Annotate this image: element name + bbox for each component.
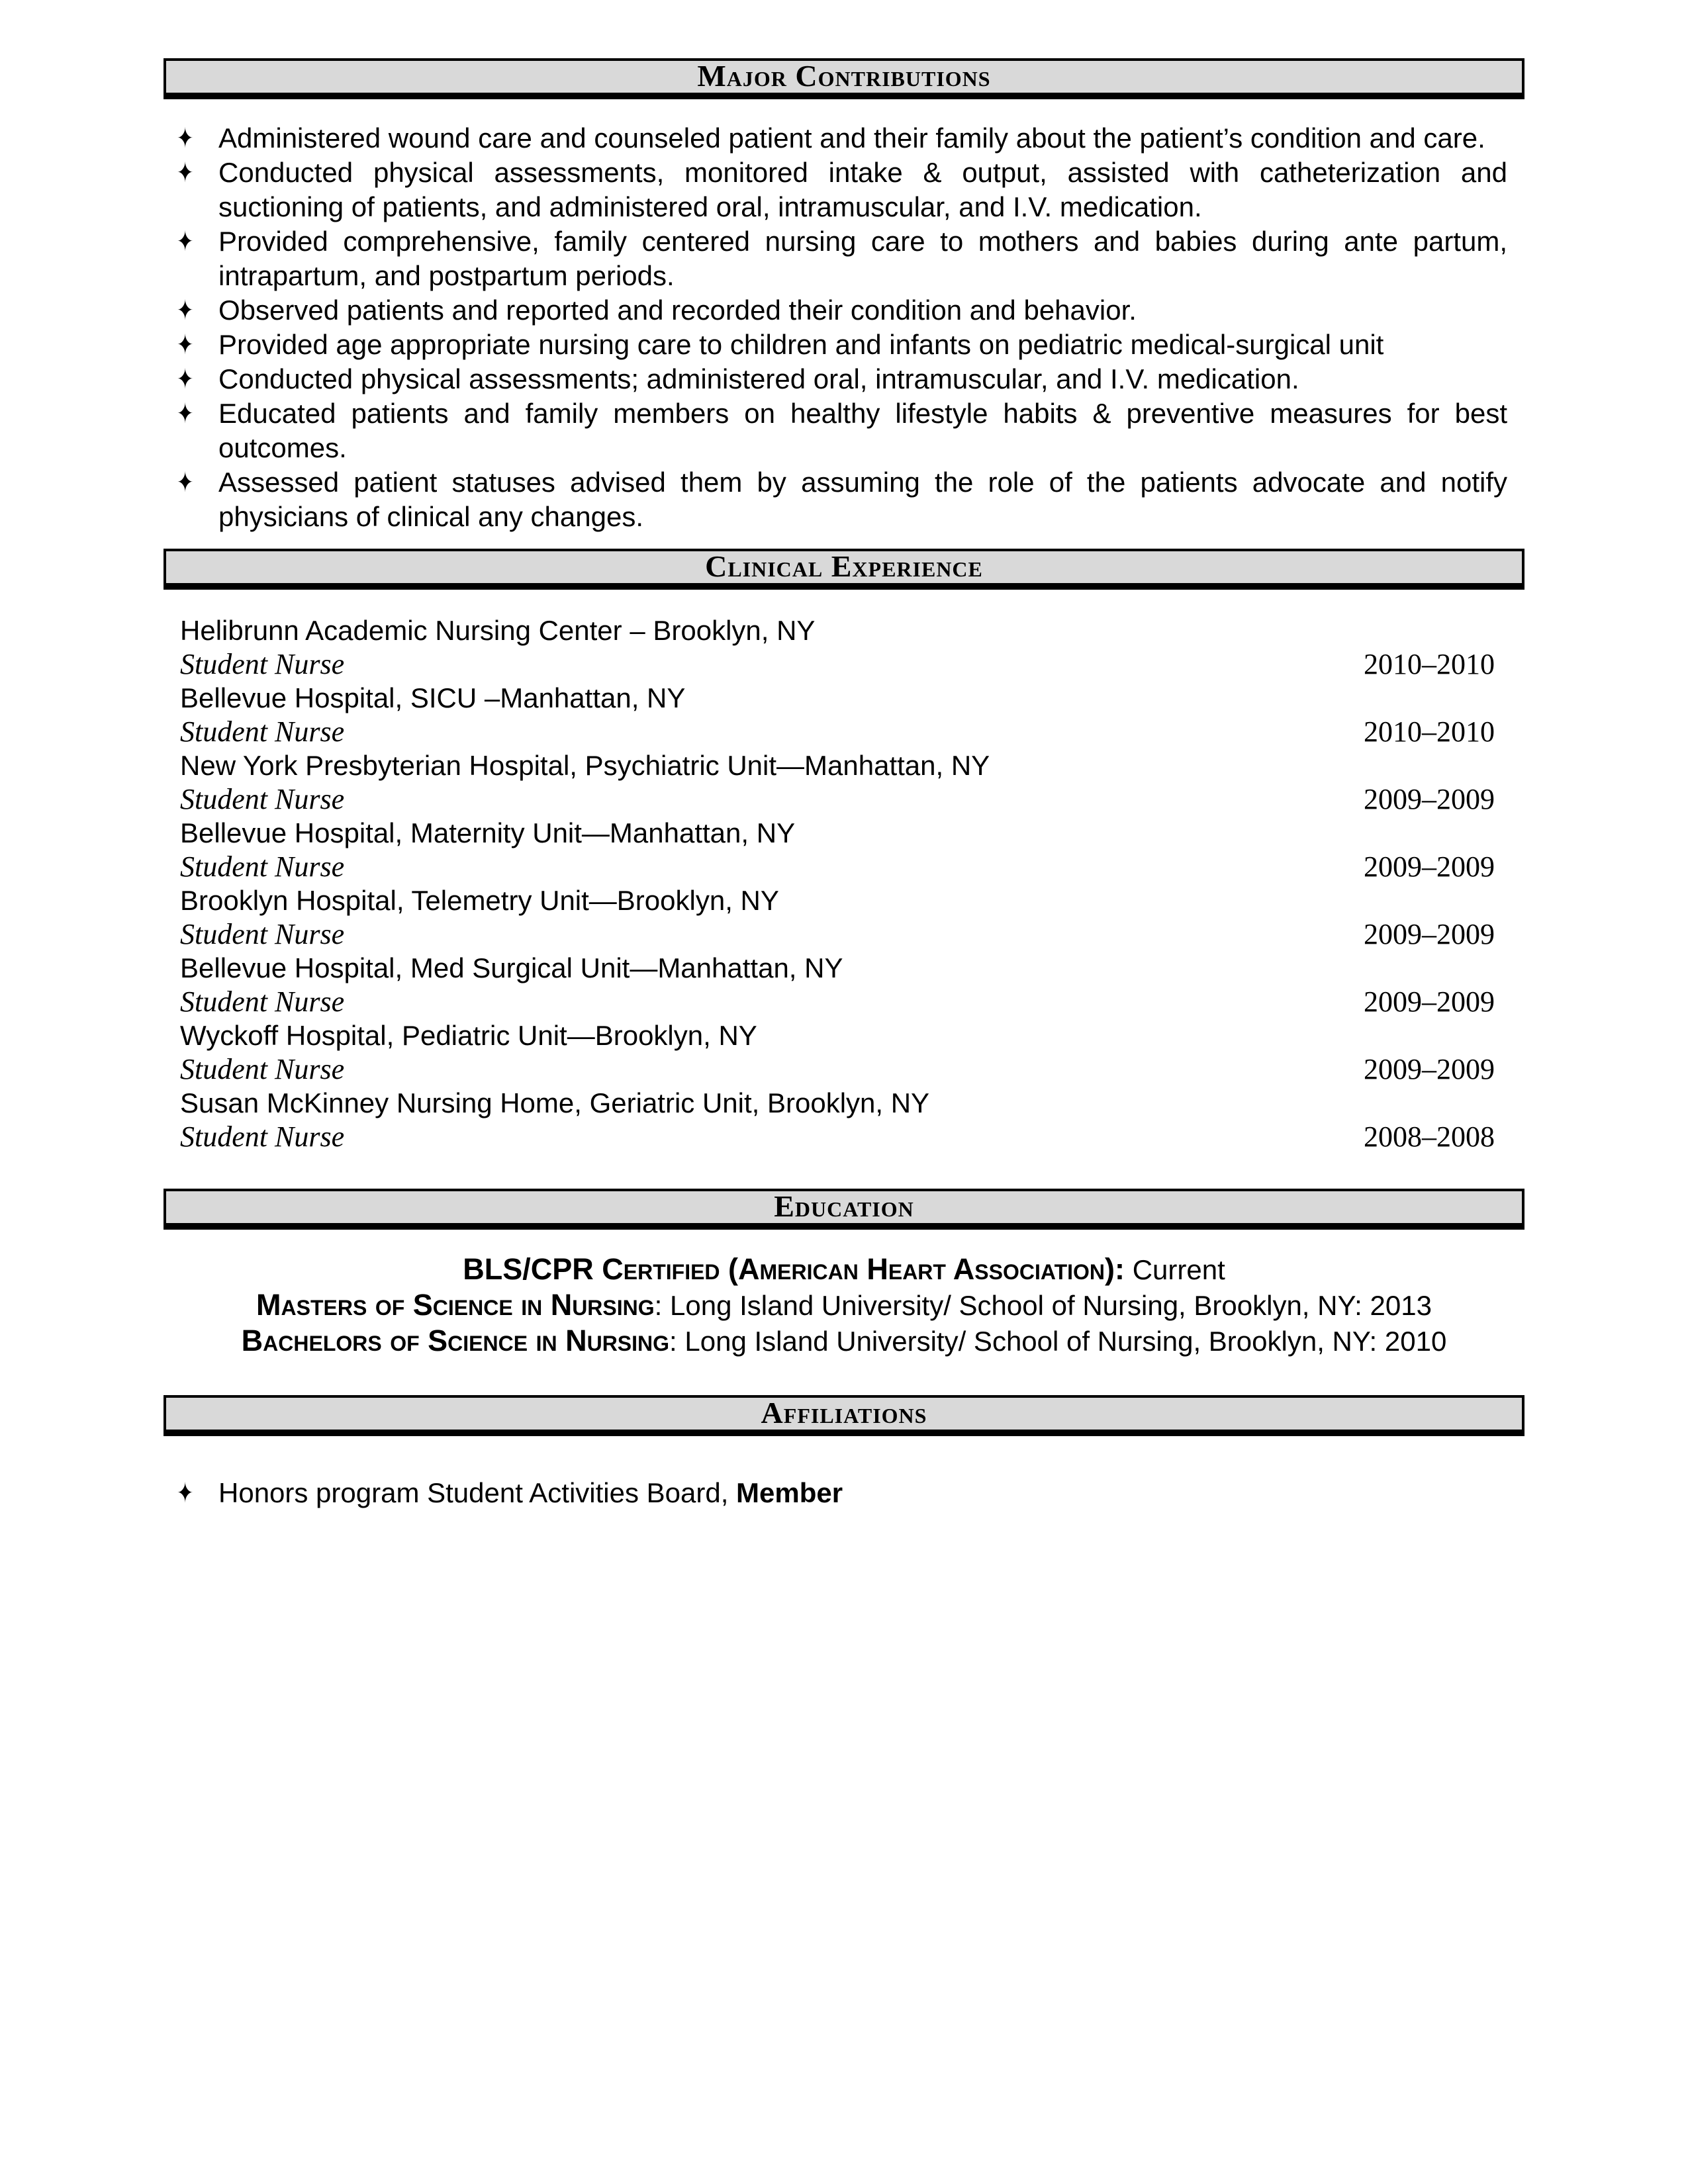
clinical-entry	[180, 816, 1495, 884]
employer-line: Helibrunn Academic Nursing Center – Brooklyn, NY	[180, 615, 816, 646]
role-row	[180, 850, 1495, 884]
education-list	[164, 1251, 1524, 1359]
date-range: 2010–2010	[1364, 715, 1495, 748]
bullet-item	[164, 121, 1524, 156]
role-row	[180, 715, 1495, 749]
date-range: 2010–2010	[1364, 648, 1495, 680]
education-detail: Current	[1125, 1254, 1225, 1285]
clinical-experience-list	[164, 614, 1524, 1154]
bullet-text: Observed patients and reported and recorded their condition and behavior.	[218, 295, 1137, 326]
bullet-text: Conducted physical assessments; administered oral, intramuscular, and I.V. medication.	[218, 363, 1299, 394]
education-line	[164, 1323, 1524, 1359]
bullet-item	[164, 1476, 1524, 1510]
role-row	[180, 1120, 1495, 1154]
affiliation-role: Member	[736, 1477, 843, 1508]
bullet-item	[164, 465, 1524, 534]
star-bullet-icon: ✦	[177, 156, 194, 189]
education-credential: Bachelors of Science in Nursing	[241, 1324, 670, 1357]
employer-line: Bellevue Hospital, Maternity Unit—Manhattan, NY	[180, 817, 796, 848]
bullet-item	[164, 396, 1524, 465]
role-row	[180, 1052, 1495, 1086]
bullet-text: Educated patients and family members on healthy lifestyle habits & preventive measures for best outcomes.	[218, 398, 1507, 463]
bullet-text: Conducted physical assessments, monitored intake & output, assisted with catheterization and suctioning of patients, and administered oral, intramuscular, and I.V. medication.	[218, 157, 1507, 222]
star-bullet-icon: ✦	[177, 122, 194, 154]
clinical-entry	[180, 1019, 1495, 1086]
bullet-item	[164, 224, 1524, 293]
bullet-item	[164, 362, 1524, 396]
star-bullet-icon: ✦	[177, 466, 194, 498]
role-row	[180, 917, 1495, 951]
affiliation-text: Honors program Student Activities Board,	[218, 1477, 737, 1508]
date-range: 2009–2009	[1364, 850, 1495, 883]
section-header-major-contributions: Major Contributions	[164, 58, 1524, 99]
section-header-clinical-experience: Clinical Experience	[164, 549, 1524, 590]
role-label: Student Nurse	[180, 985, 345, 1018]
bullet-text: Provided comprehensive, family centered nursing care to mothers and babies during ante partum, intrapartum, and postpartum periods.	[218, 226, 1507, 291]
star-bullet-icon: ✦	[177, 328, 194, 361]
clinical-entry	[180, 614, 1495, 681]
clinical-entry	[180, 884, 1495, 951]
role-label: Student Nurse	[180, 715, 345, 748]
role-label: Student Nurse	[180, 850, 345, 883]
education-line	[164, 1287, 1524, 1323]
role-label: Student Nurse	[180, 918, 345, 950]
section-header-affiliations: Affiliations	[164, 1395, 1524, 1436]
role-row	[180, 647, 1495, 681]
role-label: Student Nurse	[180, 1053, 345, 1085]
bullet-text: Administered wound care and counseled patient and their family about the patient’s condition and care.	[218, 122, 1485, 154]
star-bullet-icon: ✦	[177, 225, 194, 257]
employer-line: Bellevue Hospital, SICU –Manhattan, NY	[180, 682, 686, 713]
education-detail: : Long Island University/ School of Nursing, Brooklyn, NY: 2010	[669, 1326, 1447, 1357]
date-range: 2009–2009	[1364, 783, 1495, 815]
star-bullet-icon: ✦	[177, 294, 194, 326]
role-row	[180, 985, 1495, 1019]
bullet-item	[164, 156, 1524, 224]
employer-line: Bellevue Hospital, Med Surgical Unit—Manhattan, NY	[180, 952, 843, 983]
role-label: Student Nurse	[180, 783, 345, 815]
date-range: 2009–2009	[1364, 918, 1495, 950]
education-line	[164, 1251, 1524, 1287]
clinical-entry	[180, 951, 1495, 1019]
date-range: 2008–2008	[1364, 1120, 1495, 1153]
star-bullet-icon: ✦	[177, 397, 194, 430]
affiliations-list	[164, 1476, 1524, 1510]
employer-line: New York Presbyterian Hospital, Psychiatric Unit—Manhattan, NY	[180, 750, 990, 781]
employer-line: Brooklyn Hospital, Telemetry Unit—Brooklyn, NY	[180, 885, 779, 916]
bullet-text: Assessed patient statuses advised them by assuming the role of the patients advocate and notify physicians of clinical any changes.	[218, 467, 1507, 532]
date-range: 2009–2009	[1364, 985, 1495, 1018]
role-row	[180, 782, 1495, 816]
clinical-entry	[180, 681, 1495, 749]
bullet-text: Provided age appropriate nursing care to children and infants on pediatric medical-surgical unit	[218, 329, 1384, 360]
star-bullet-icon: ✦	[177, 1477, 194, 1509]
education-credential: BLS/CPR Certified (American Heart Association):	[463, 1252, 1125, 1286]
bullet-item	[164, 293, 1524, 328]
employer-line: Susan McKinney Nursing Home, Geriatric Unit, Brooklyn, NY	[180, 1087, 930, 1118]
employer-line: Wyckoff Hospital, Pediatric Unit—Brooklyn, NY	[180, 1020, 757, 1051]
clinical-entry	[180, 1086, 1495, 1154]
date-range: 2009–2009	[1364, 1053, 1495, 1085]
major-contributions-list	[164, 121, 1524, 534]
role-label: Student Nurse	[180, 648, 345, 680]
role-label: Student Nurse	[180, 1120, 345, 1153]
star-bullet-icon: ✦	[177, 363, 194, 395]
bullet-item	[164, 328, 1524, 362]
education-credential: Masters of Science in Nursing	[256, 1288, 655, 1322]
education-detail: : Long Island University/ School of Nursing, Brooklyn, NY: 2013	[654, 1290, 1432, 1321]
clinical-entry	[180, 749, 1495, 816]
section-header-education: Education	[164, 1189, 1524, 1230]
